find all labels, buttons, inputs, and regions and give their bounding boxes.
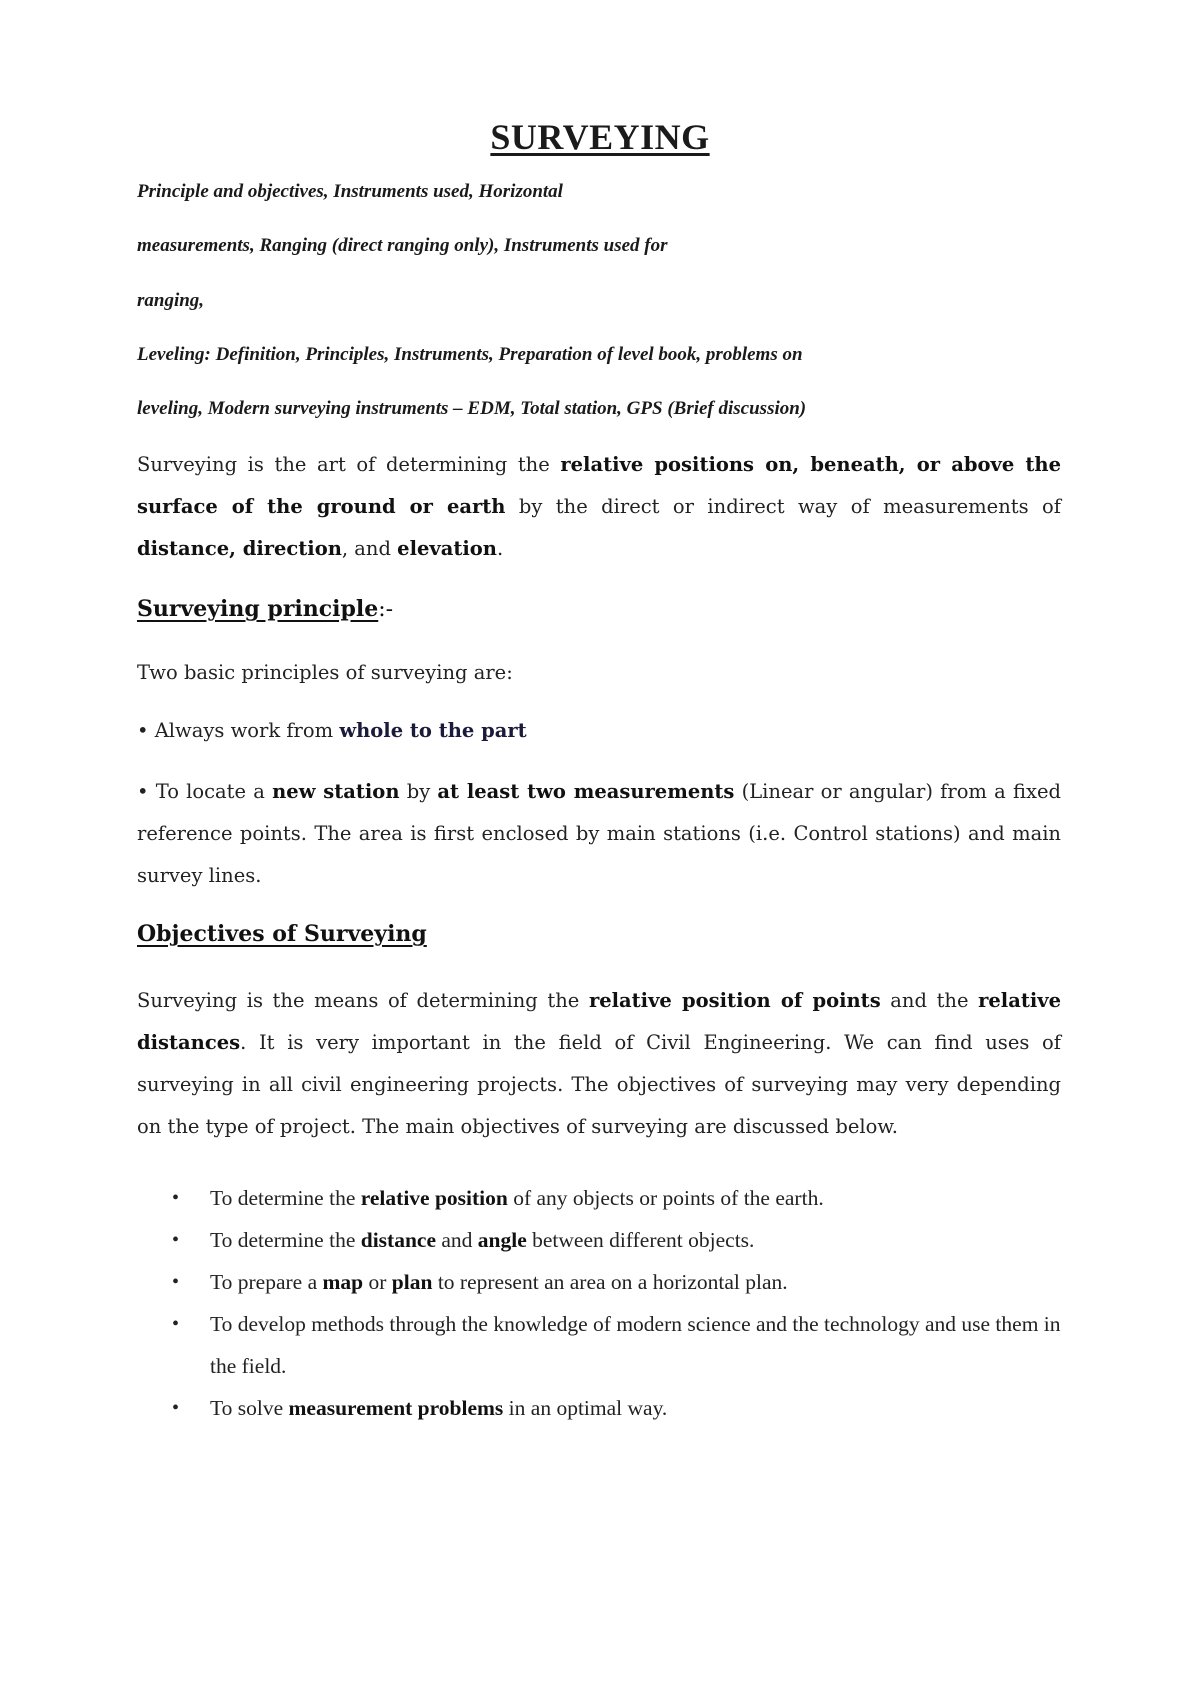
intro-text: , and bbox=[341, 537, 398, 560]
heading-suffix: :- bbox=[378, 597, 394, 622]
item-text: Always work from bbox=[148, 719, 340, 742]
intro-bold: distance, direction bbox=[137, 537, 342, 560]
item-bold: whole to the part bbox=[339, 719, 527, 742]
para-bold: relative distances bbox=[137, 989, 1061, 1054]
list-item bbox=[137, 1219, 1061, 1261]
item-text: of any objects or points of the earth. bbox=[507, 1186, 824, 1210]
item-text: to represent an area on a horizontal plan. bbox=[432, 1270, 788, 1294]
section-heading-principle bbox=[137, 594, 393, 625]
principle-item-2 bbox=[137, 771, 1061, 897]
item-bold: relative position bbox=[360, 1186, 508, 1210]
bullet-icon: • bbox=[172, 1229, 180, 1251]
item-bold: map bbox=[322, 1270, 364, 1294]
item-text: To develop methods through the knowledge of modern science and the technology and use them in the field. bbox=[210, 1312, 1061, 1378]
item-text: To solve bbox=[210, 1396, 289, 1420]
item-text: (Linear or angular) from a fixed reference points. The area is first enclosed by main stations (i.e. Control stations) and main survey lines. bbox=[137, 780, 1061, 887]
item-text: by bbox=[399, 780, 438, 803]
list-item bbox=[137, 1303, 1061, 1387]
syllabus-line: Leveling: Definition, Principles, Instruments, Preparation of level book, problems on bbox=[137, 344, 803, 365]
item-text: and bbox=[435, 1228, 478, 1252]
para-text: Surveying is the means of determining the bbox=[137, 989, 589, 1012]
intro-text: by the direct or indirect way of measurements of bbox=[505, 495, 1061, 518]
bullet-icon: • bbox=[137, 719, 149, 742]
intro-bold: relative positions on, beneath, or above the surface of the ground or earth bbox=[137, 453, 1061, 518]
item-bold: new station bbox=[272, 780, 400, 803]
syllabus-line: measurements, Ranging (direct ranging only), Instruments used for bbox=[137, 235, 668, 256]
syllabus-line: leveling, Modern surveying instruments – EDM, Total station, GPS (Brief discussion) bbox=[137, 398, 807, 419]
item-bold: plan bbox=[391, 1270, 433, 1294]
item-text: in an optimal way. bbox=[503, 1396, 668, 1420]
heading-text: Objectives of Surveying bbox=[137, 921, 427, 947]
objectives-list bbox=[137, 1177, 1061, 1429]
list-item bbox=[137, 1261, 1061, 1303]
item-text: To locate a bbox=[148, 780, 273, 803]
page-title: SURVEYING bbox=[490, 117, 710, 157]
bullet-icon: • bbox=[172, 1313, 180, 1335]
principle-lead: Two basic principles of surveying are: bbox=[137, 661, 513, 684]
item-text: To determine the bbox=[210, 1228, 361, 1252]
syllabus-line: ranging, bbox=[137, 290, 205, 311]
item-text: between different objects. bbox=[526, 1228, 755, 1252]
item-text: To prepare a bbox=[210, 1270, 323, 1294]
heading-text: Surveying principle bbox=[137, 596, 379, 622]
item-text: To determine the bbox=[210, 1186, 361, 1210]
para-text: and the bbox=[880, 989, 979, 1012]
objectives-paragraph bbox=[137, 980, 1061, 1148]
item-bold: angle bbox=[477, 1228, 527, 1252]
list-item bbox=[137, 1387, 1061, 1429]
item-bold: at least two measurements bbox=[437, 780, 735, 803]
item-bold: measurement problems bbox=[288, 1396, 504, 1420]
para-bold: relative position of points bbox=[588, 989, 881, 1012]
bullet-icon: • bbox=[172, 1397, 180, 1419]
intro-text: Surveying is the art of determining the bbox=[137, 453, 561, 476]
section-heading-objectives bbox=[137, 919, 427, 949]
bullet-icon: • bbox=[172, 1271, 180, 1293]
item-bold: distance bbox=[360, 1228, 436, 1252]
syllabus-line: Principle and objectives, Instruments used, Horizontal bbox=[137, 181, 563, 202]
intro-text: . bbox=[496, 537, 504, 560]
principle-item-1 bbox=[137, 716, 527, 746]
list-item bbox=[137, 1177, 1061, 1219]
bullet-icon: • bbox=[172, 1187, 180, 1209]
bullet-icon: • bbox=[137, 780, 149, 803]
para-text: . It is very important in the field of Civil Engineering. We can find uses of surveying in all civil engineering projects. The objectives of surveying may very depending on the type of project. The main objectives of surveying are discussed below. bbox=[137, 1031, 1061, 1138]
intro-paragraph bbox=[137, 444, 1061, 570]
intro-bold: elevation bbox=[397, 537, 497, 560]
item-text: or bbox=[363, 1270, 392, 1294]
